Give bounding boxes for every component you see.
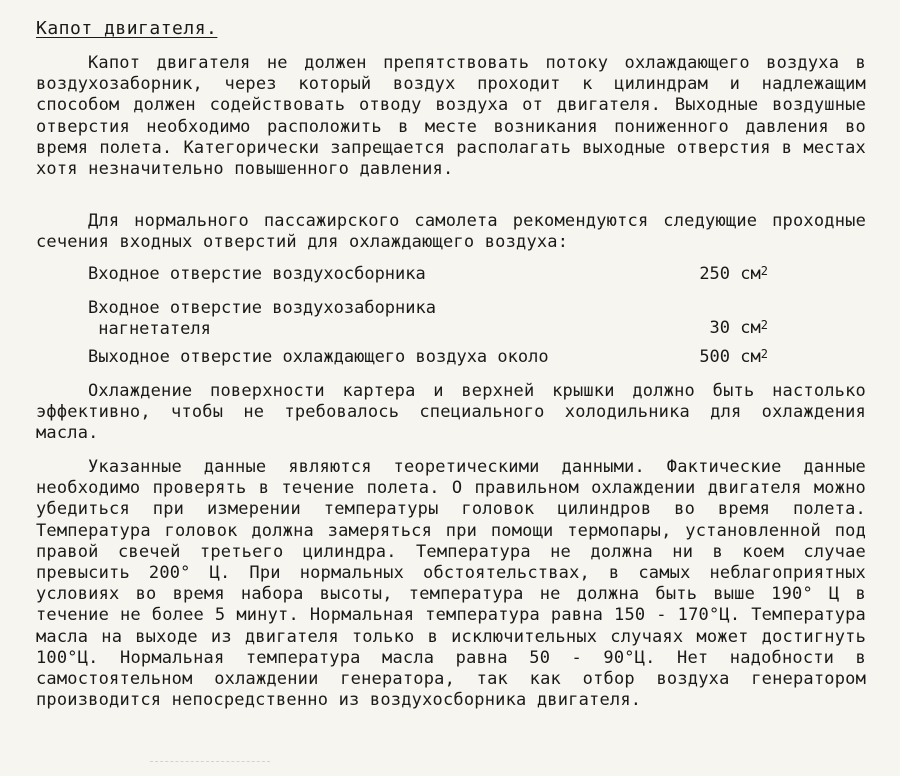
- spec-label: Входное отверстие воздухозаборника нагнетателя: [88, 298, 436, 339]
- paragraph-oil-cooling: [36, 381, 866, 445]
- paragraph-hood-requirements: [36, 53, 866, 180]
- spec-row-intake: [88, 264, 768, 286]
- spec-value: 30 $см^2$: [709, 318, 768, 338]
- spec-label: Входное отверстие воздухосборника: [88, 264, 426, 284]
- spec-value: 250 $см^2$: [699, 264, 768, 284]
- spec-row-supercharger: [88, 298, 768, 342]
- spec-label: Выходное отверстие охлаждающего воздуха около: [88, 347, 549, 367]
- spec-row-outlet: [88, 347, 768, 369]
- spec-value: 500 $см^2$: [699, 347, 768, 367]
- paragraph-4-text: Указанные данные являются теоретическими данными. Фактические данные необходимо проверять в течение полета. О правильном охлаждении двигателя можно убедиться при измерении температуры головок цилиндров во время полета. Температура головок должна замеряться при помощи термопары, установленной под правой свечей третьего цилиндра. Температура не должна ни в коем случае превысить 200° Ц. При нормальных обстоятельствах, в самых неблагоприятных условиях во время набора высоты, температура не должна быть выше 190° Ц в течение не более 5 минут. Нормальная температура равна 150 - 170°Ц. Температура масла на выходе из двигателя только в исключительных случаях может достигнуть 100°Ц. Нормальная температура масла равна 50 - 90°Ц. Нет надобности в самостоятельном охлаждении генератора, так как отбор воздуха генератором производится непосредственно из воздухосборника двигателя.: [36, 457, 866, 711]
- paragraph-3-text: Охлаждение поверхности картера и верхней крышки должно быть настолько эффективно, чтобы не требовалось специального холодильника для охлаждения масла.: [36, 381, 866, 444]
- paragraph-temperature-data: [36, 457, 866, 711]
- paragraph-1-text: Капот двигателя не должен препятствовать потоку охлаждающего воздуха в воздухозаборник, через который воздух проходит к цилиндрам и надлежащим способом должен содействовать отводу воздуха от двигателя. Выходные воздушные отверстия необходимо расположить в месте возникания пониженного давления во время полета. Категорически запрещается располагать выходные отверстия в местах хотя незначительно повышенного давления.: [36, 53, 866, 180]
- paragraph-2-text: Для нормального пассажирского самолета рекомендуются следующие проходные сечения входных отверстий для охлаждающего воздуха:: [36, 211, 866, 253]
- section-title: Капот двигателя.: [36, 18, 218, 39]
- paragraph-recommended-sections: [36, 211, 866, 253]
- paper-smudge: [150, 761, 270, 772]
